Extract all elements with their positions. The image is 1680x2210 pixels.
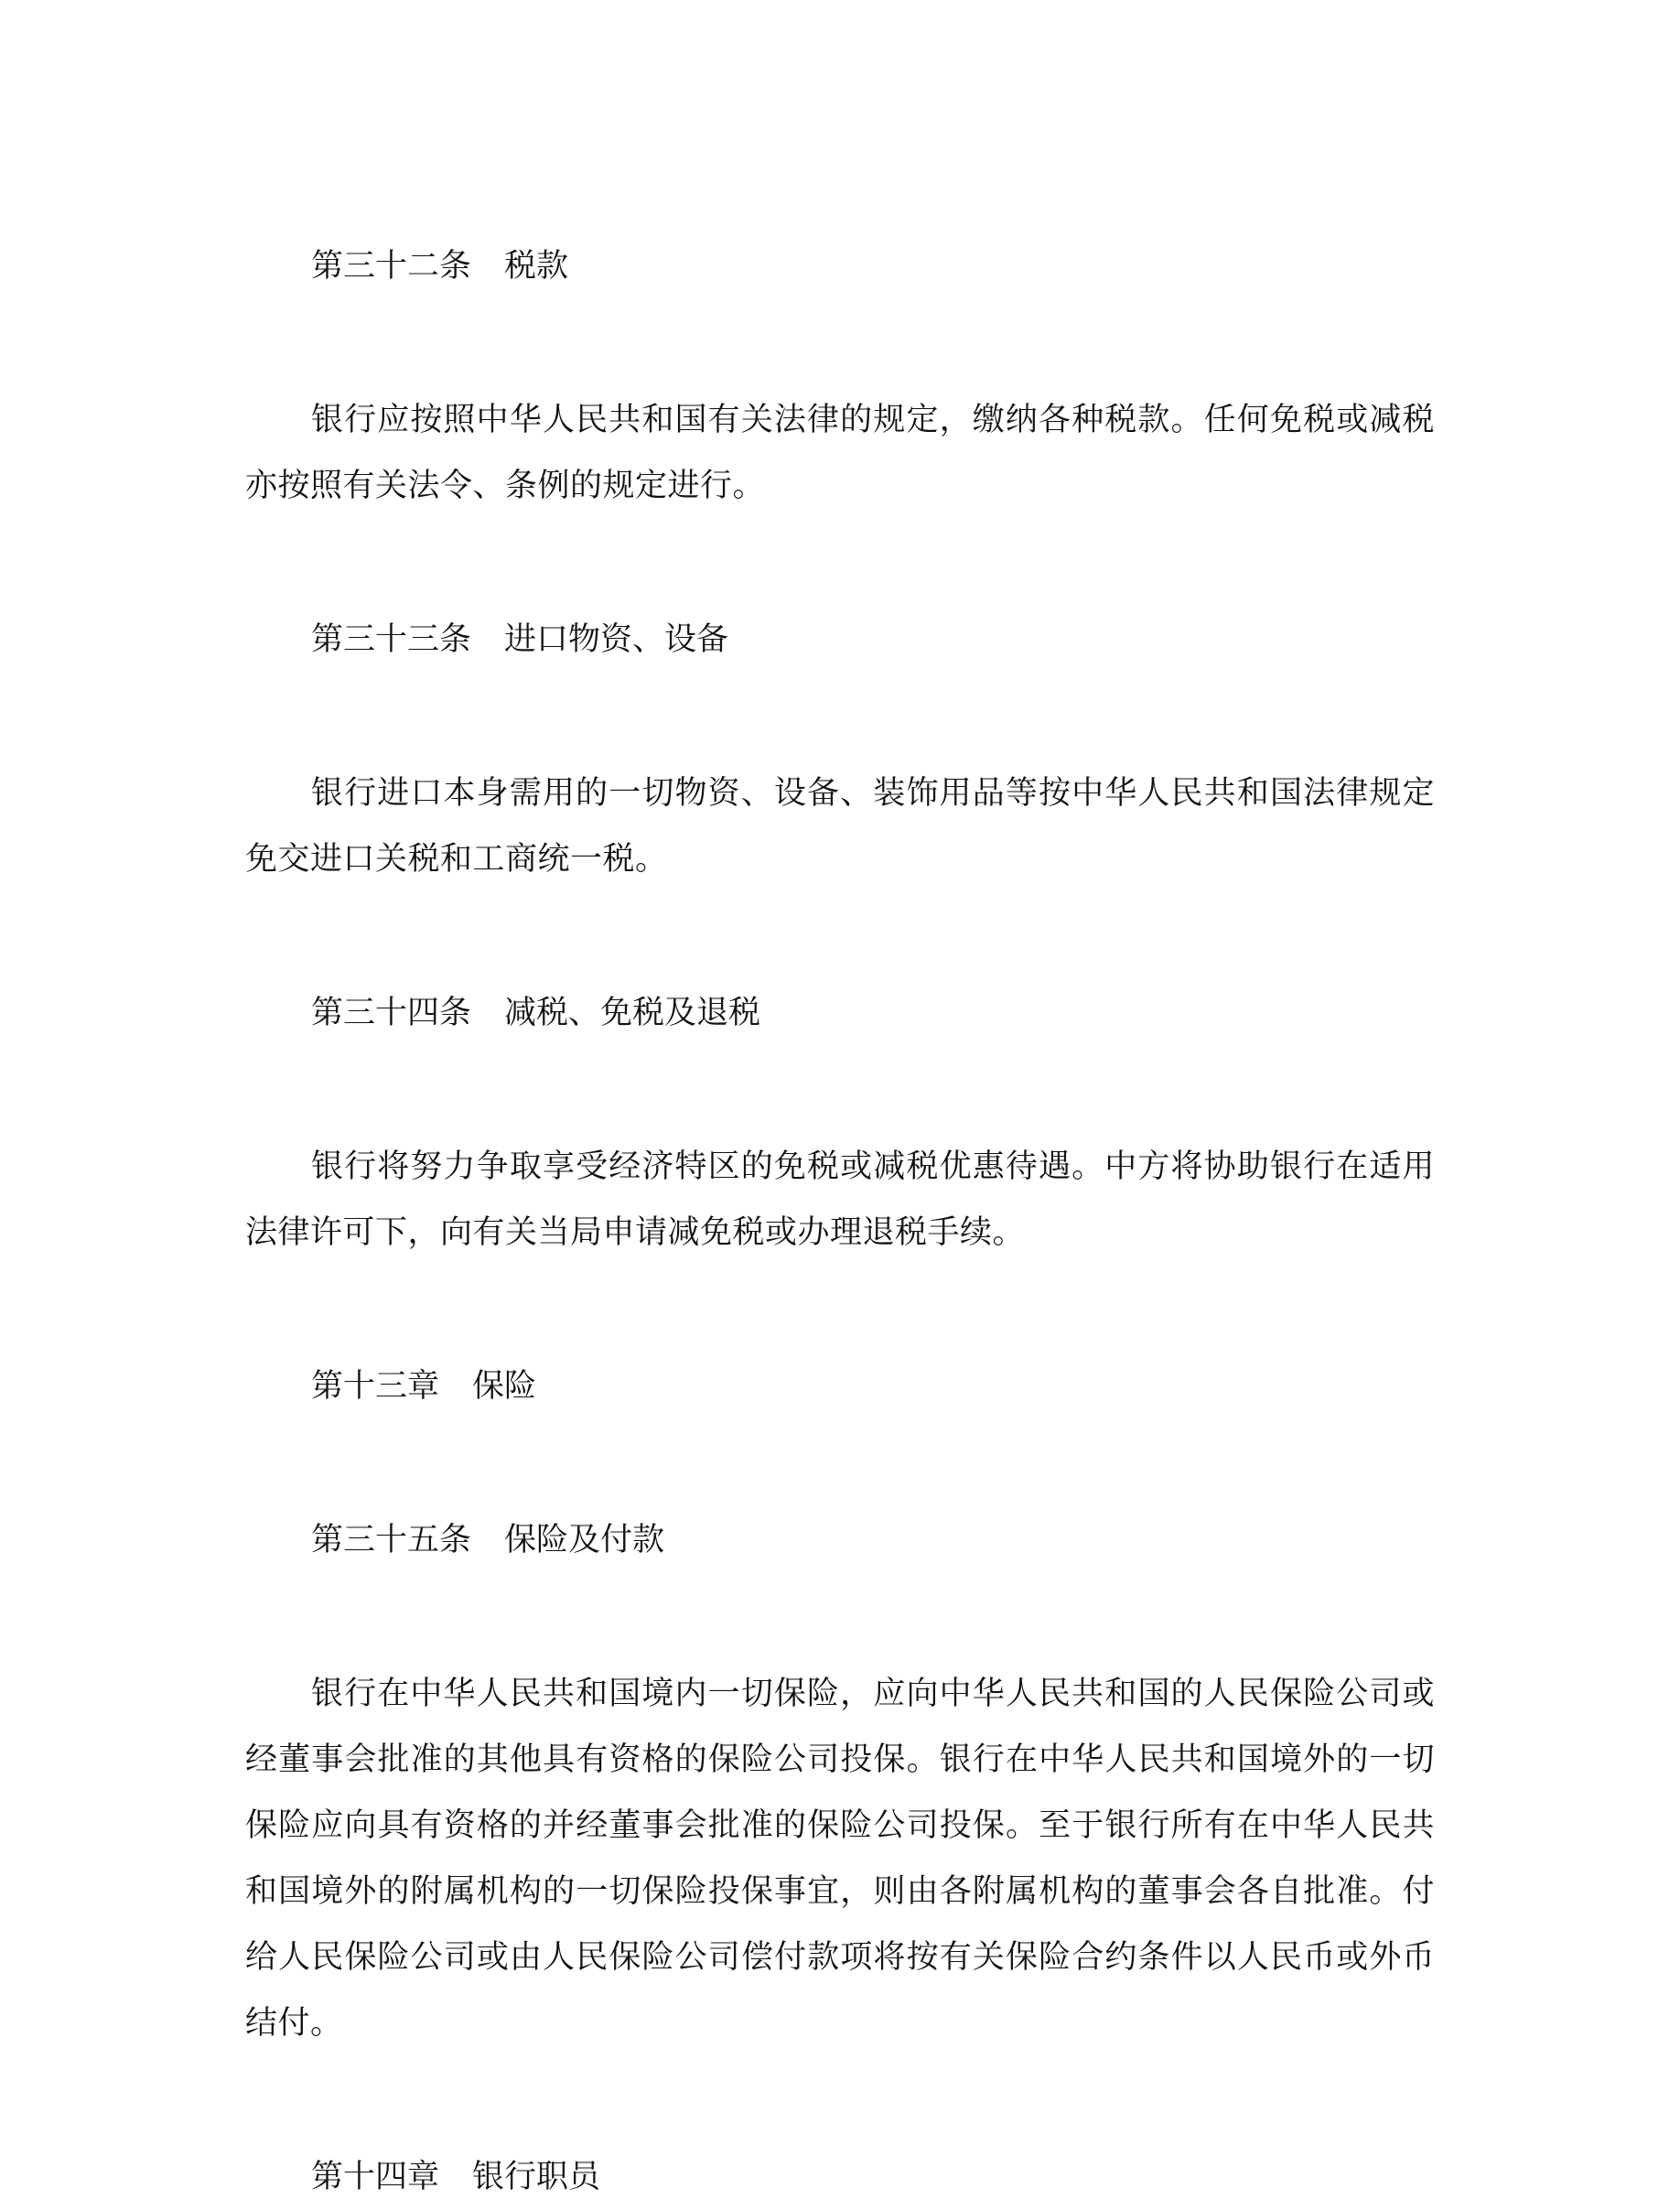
article-heading	[245, 1507, 1435, 1573]
chapter-heading	[245, 1353, 1435, 1419]
paragraph: 银行进口本身需用的一切物资、设备、装饰用品等按中华人民共和国法律规定免交进口关税和工商统一税。	[245, 775, 1435, 878]
article-title: 减税、免税及退税	[504, 995, 761, 1031]
article-heading	[245, 607, 1435, 673]
article-number: 第三十二条	[311, 248, 472, 285]
chapter-title: 银行职员	[472, 2159, 601, 2195]
article-number: 第三十五条	[311, 1522, 472, 1558]
article-title: 税款	[504, 248, 569, 285]
chapter-title: 保险	[472, 1368, 537, 1405]
article-title: 保险及付款	[504, 1522, 665, 1558]
article-title: 进口物资、设备	[504, 621, 729, 658]
chapter-heading	[245, 2144, 1435, 2210]
document-page	[245, 233, 1435, 2210]
chapter-number: 第十四章	[311, 2159, 440, 2195]
article-number: 第三十四条	[311, 995, 472, 1031]
paragraph: 银行应按照中华人民共和国有关法律的规定，缴纳各种税款。任何免税或减税亦按照有关法令、条例的规定进行。	[245, 402, 1435, 504]
article-number: 第三十三条	[311, 621, 472, 658]
paragraph: 银行在中华人民共和国境内一切保险，应向中华人民共和国的人民保险公司或经董事会批准的其他具有资格的保险公司投保。银行在中华人民共和国境外的一切保险应向具有资格的并经董事会批准的保险公司投保。至于银行所有在中华人民共和国境外的附属机构的一切保险投保事宜，则由各附属机构的董事会各自批准。付给人民保险公司或由人民保险公司偿付款项将按有关保险合约条件以人民币或外币结付。	[245, 1676, 1435, 2042]
article-heading	[245, 233, 1435, 299]
article-heading	[245, 980, 1435, 1046]
paragraph: 银行将努力争取享受经济特区的免税或减税优惠待遇。中方将协助银行在适用法律许可下，向有关当局申请减免税或办理退税手续。	[245, 1148, 1435, 1251]
chapter-number: 第十三章	[311, 1368, 440, 1405]
